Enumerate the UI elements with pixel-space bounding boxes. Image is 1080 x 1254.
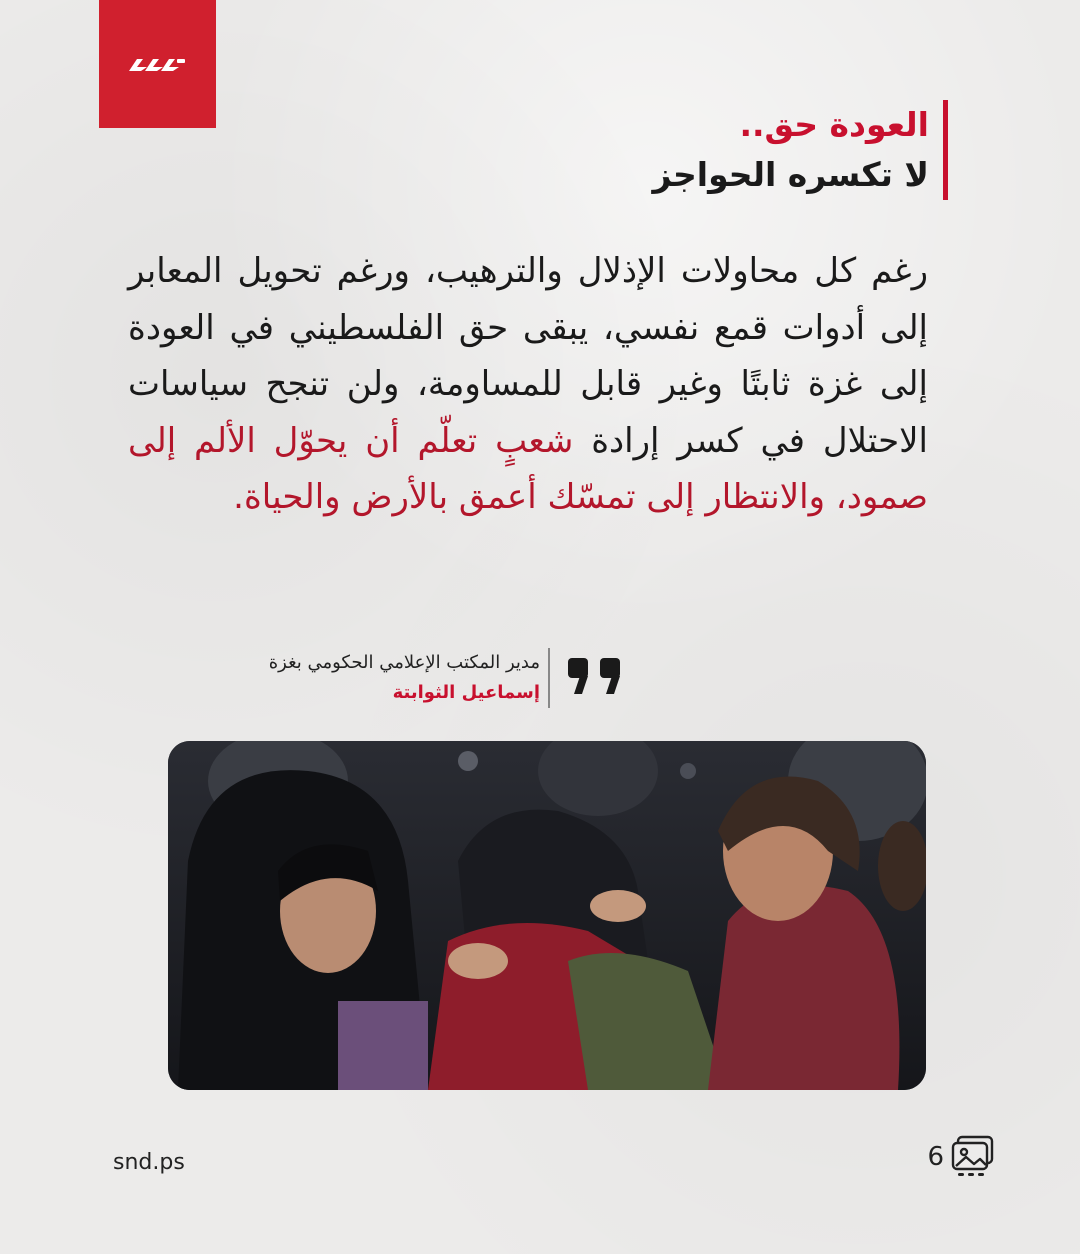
- quote-role: مدير المكتب الإعلامي الحكومي بغزة: [268, 652, 540, 673]
- gallery-icon: [950, 1133, 998, 1181]
- quote-marks-icon: [566, 656, 624, 700]
- footer-website[interactable]: snd.ps: [113, 1150, 185, 1175]
- news-photo: [168, 741, 926, 1090]
- body-text-plain: رغم كل محاولات الإذلال والترهيب، ورغم تحويل المعابر إلى أدوات قمع نفسي، يبقى حق الفلسطيني في العودة إلى غزة ثابتًا وغير قابل للمساومة، ولن تنجح سياسات الاحتلال في كسر إرادة: [128, 251, 928, 461]
- snd-logo-icon: [127, 53, 189, 75]
- quote-name: إسماعيل الثوابتة: [392, 682, 540, 703]
- photo-crowd-icon: [168, 741, 926, 1090]
- page-number: 6: [927, 1142, 944, 1172]
- footer-gallery: [927, 1133, 998, 1181]
- brand-logo: [99, 0, 216, 128]
- headline-line2: لا تكسره الحواجز: [652, 155, 929, 194]
- headline-line1: العودة حق..: [739, 105, 929, 144]
- body-paragraph: [128, 243, 928, 526]
- body-text-highlight: شعبٍ تعلّم أن يحوّل الألم إلى صمود، والانتظار إلى تمسّك أعمق بالأرض والحياة.: [128, 420, 928, 517]
- quote-text: [269, 648, 550, 708]
- quote-attribution: [269, 642, 624, 714]
- headline: [429, 100, 948, 200]
